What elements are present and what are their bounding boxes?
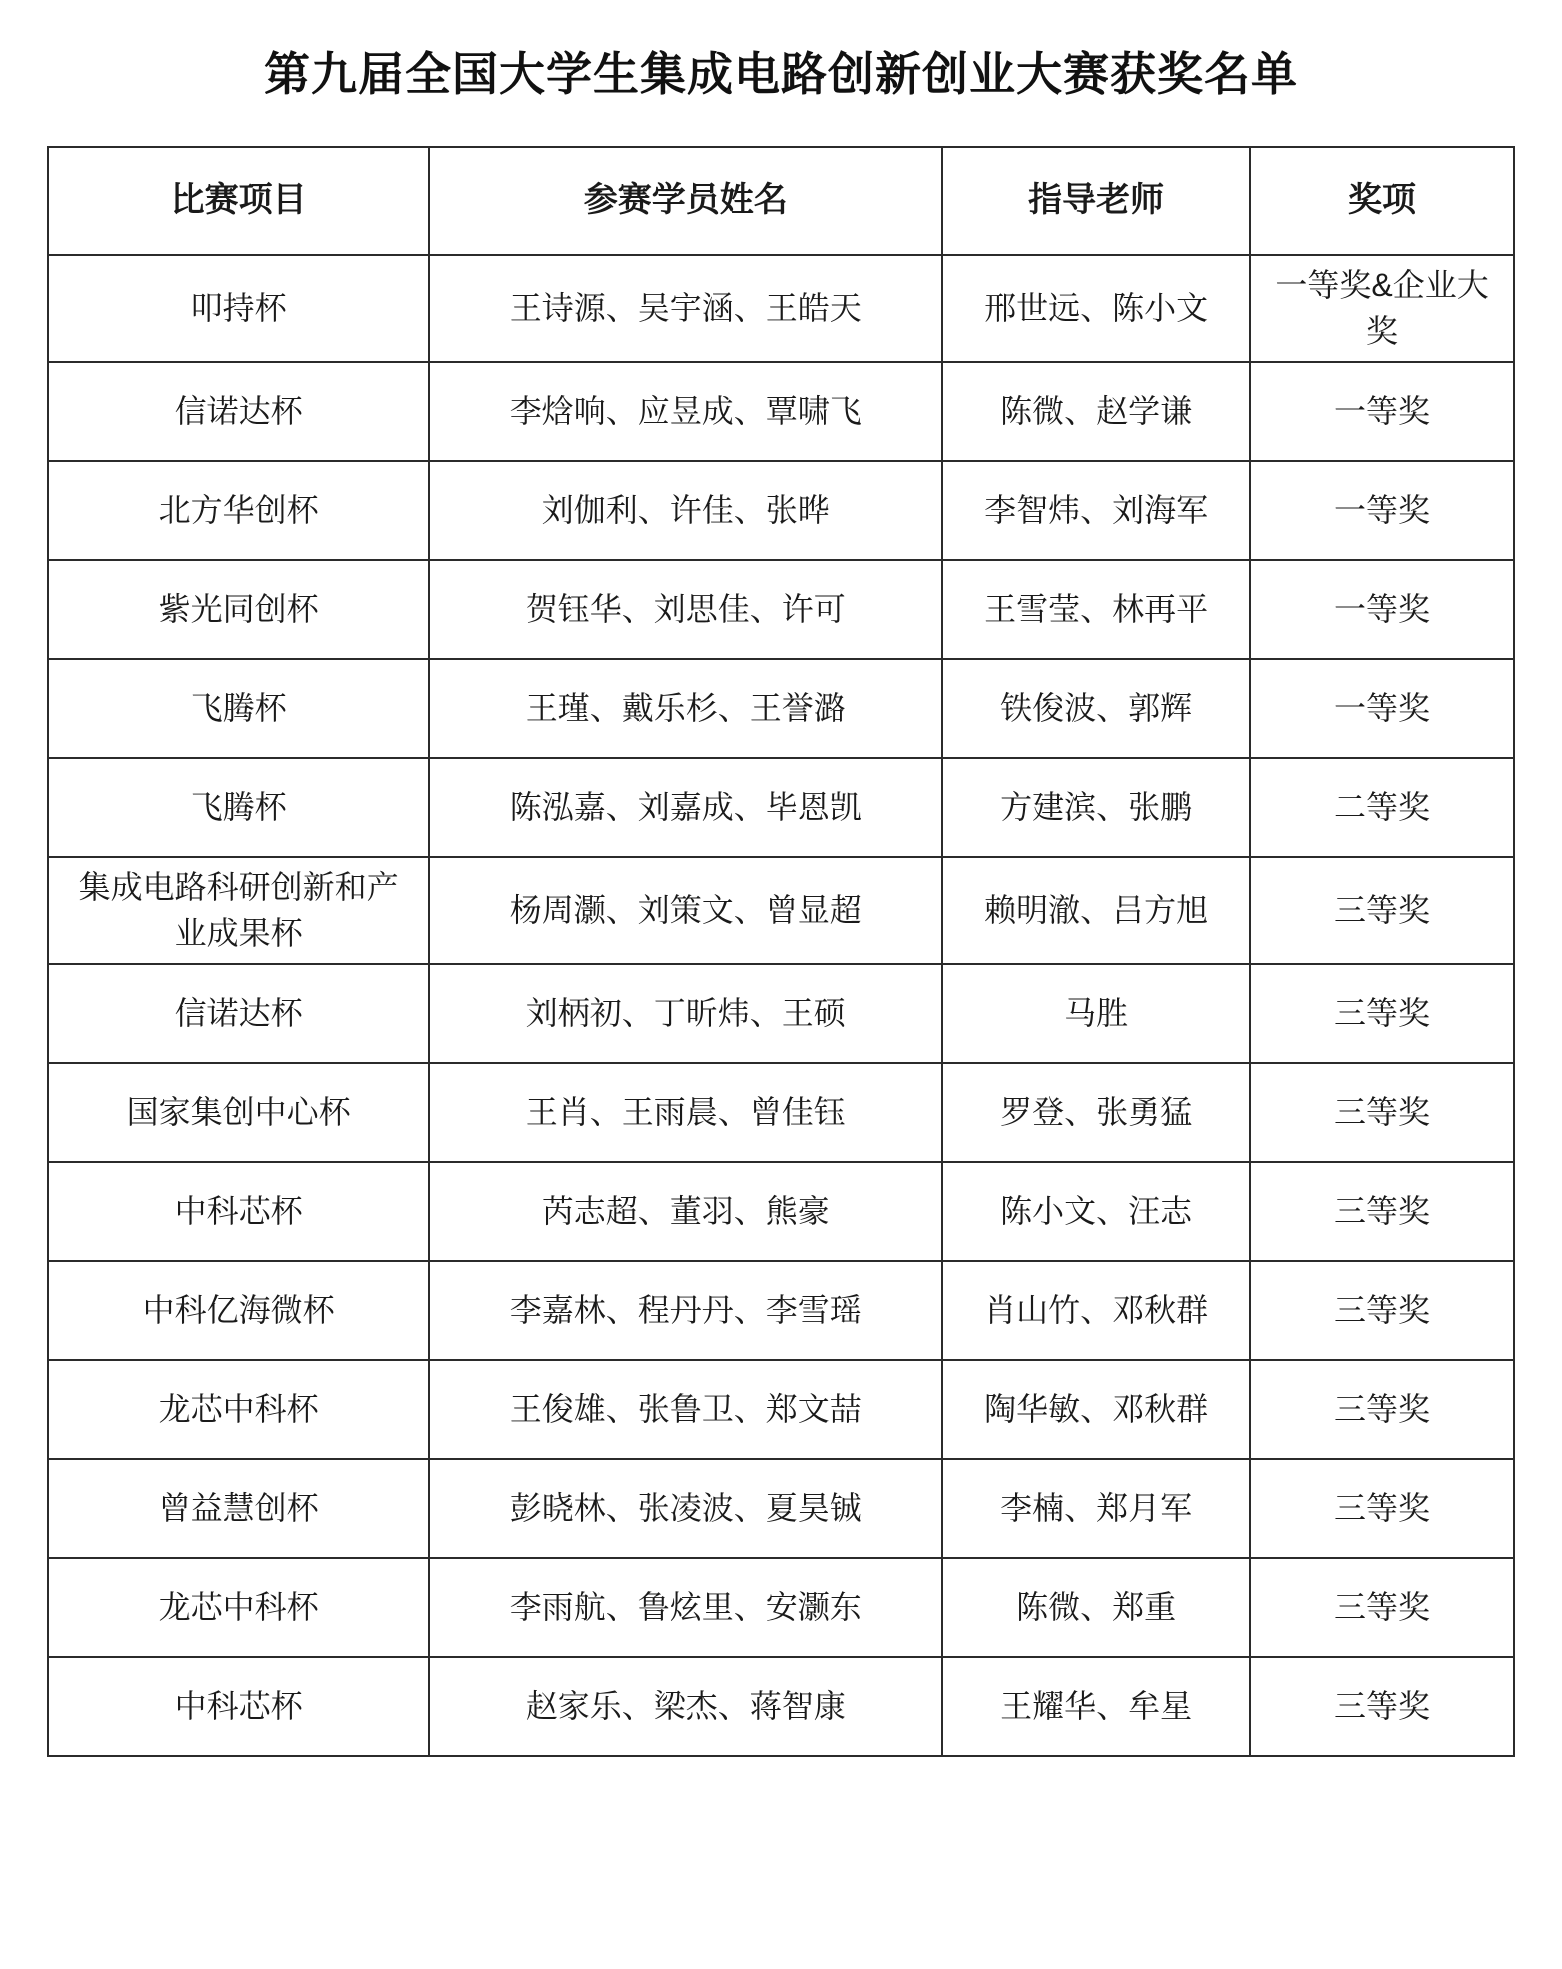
cell-students: 李焓响、应昱成、覃啸飞	[429, 362, 942, 461]
cell-teachers: 李楠、郑月军	[942, 1459, 1250, 1558]
table-row	[48, 1459, 1514, 1558]
cell-students: 李嘉林、程丹丹、李雪瑶	[429, 1261, 942, 1360]
cell-project: 中科亿海微杯	[48, 1261, 429, 1360]
table-row	[48, 1063, 1514, 1162]
cell-teachers: 赖明澈、吕方旭	[942, 857, 1250, 964]
table-row	[48, 1162, 1514, 1261]
cell-students: 王肖、王雨晨、曾佳钰	[429, 1063, 942, 1162]
cell-award: 三等奖	[1250, 1657, 1514, 1756]
column-header-students: 参赛学员姓名	[429, 147, 942, 255]
cell-students: 杨周灏、刘策文、曾显超	[429, 857, 942, 964]
cell-project: 集成电路科研创新和产业成果杯	[48, 857, 429, 964]
cell-project: 北方华创杯	[48, 461, 429, 560]
cell-teachers: 陶华敏、邓秋群	[942, 1360, 1250, 1459]
cell-award: 三等奖	[1250, 1459, 1514, 1558]
cell-students: 陈泓嘉、刘嘉成、毕恩凯	[429, 758, 942, 857]
table-row	[48, 362, 1514, 461]
cell-project: 中科芯杯	[48, 1162, 429, 1261]
cell-students: 刘伽利、许佳、张晔	[429, 461, 942, 560]
cell-award: 二等奖	[1250, 758, 1514, 857]
cell-teachers: 李智炜、刘海军	[942, 461, 1250, 560]
cell-award: 三等奖	[1250, 1261, 1514, 1360]
awards-table	[47, 146, 1515, 1757]
header-row	[48, 147, 1514, 255]
cell-teachers: 方建滨、张鹏	[942, 758, 1250, 857]
column-header-project: 比赛项目	[48, 147, 429, 255]
cell-teachers: 王耀华、牟星	[942, 1657, 1250, 1756]
cell-project: 紫光同创杯	[48, 560, 429, 659]
cell-award: 一等奖	[1250, 362, 1514, 461]
cell-award: 三等奖	[1250, 1360, 1514, 1459]
cell-students: 王俊雄、张鲁卫、郑文喆	[429, 1360, 942, 1459]
table-body	[48, 255, 1514, 1756]
cell-project: 飞腾杯	[48, 659, 429, 758]
cell-students: 刘柄初、丁昕炜、王硕	[429, 964, 942, 1063]
cell-teachers: 陈微、赵学谦	[942, 362, 1250, 461]
cell-teachers: 陈小文、汪志	[942, 1162, 1250, 1261]
cell-project: 龙芯中科杯	[48, 1360, 429, 1459]
cell-students: 王瑾、戴乐杉、王誉潞	[429, 659, 942, 758]
table-header	[48, 147, 1514, 255]
cell-teachers: 肖山竹、邓秋群	[942, 1261, 1250, 1360]
cell-students: 王诗源、吴宇涵、王皓天	[429, 255, 942, 362]
cell-project: 飞腾杯	[48, 758, 429, 857]
cell-students: 赵家乐、梁杰、蒋智康	[429, 1657, 942, 1756]
table-row	[48, 758, 1514, 857]
cell-project: 中科芯杯	[48, 1657, 429, 1756]
cell-award: 三等奖	[1250, 964, 1514, 1063]
cell-students: 彭晓林、张凌波、夏昊铖	[429, 1459, 942, 1558]
table-row	[48, 560, 1514, 659]
table-row	[48, 1657, 1514, 1756]
table-row	[48, 659, 1514, 758]
column-header-award: 奖项	[1250, 147, 1514, 255]
table-row	[48, 1360, 1514, 1459]
cell-award: 三等奖	[1250, 1063, 1514, 1162]
cell-teachers: 邢世远、陈小文	[942, 255, 1250, 362]
cell-project: 信诺达杯	[48, 362, 429, 461]
cell-teachers: 王雪莹、林再平	[942, 560, 1250, 659]
cell-project: 曾益慧创杯	[48, 1459, 429, 1558]
cell-project: 信诺达杯	[48, 964, 429, 1063]
cell-project: 叩持杯	[48, 255, 429, 362]
cell-award: 三等奖	[1250, 1558, 1514, 1657]
cell-award: 一等奖	[1250, 659, 1514, 758]
table-row	[48, 1558, 1514, 1657]
table-row	[48, 255, 1514, 362]
cell-teachers: 罗登、张勇猛	[942, 1063, 1250, 1162]
cell-students: 芮志超、董羽、熊豪	[429, 1162, 942, 1261]
cell-award: 三等奖	[1250, 857, 1514, 964]
cell-teachers: 陈微、郑重	[942, 1558, 1250, 1657]
cell-award: 一等奖	[1250, 560, 1514, 659]
table-row	[48, 461, 1514, 560]
table-row	[48, 1261, 1514, 1360]
cell-project: 龙芯中科杯	[48, 1558, 429, 1657]
page-title: 第九届全国大学生集成电路创新创业大赛获奖名单	[264, 48, 1298, 100]
cell-students: 贺钰华、刘思佳、许可	[429, 560, 942, 659]
cell-students: 李雨航、鲁炫里、安灏东	[429, 1558, 942, 1657]
cell-teachers: 马胜	[942, 964, 1250, 1063]
cell-project: 国家集创中心杯	[48, 1063, 429, 1162]
table-row	[48, 964, 1514, 1063]
table-row	[48, 857, 1514, 964]
cell-teachers: 铁俊波、郭辉	[942, 659, 1250, 758]
column-header-teachers: 指导老师	[942, 147, 1250, 255]
cell-award: 一等奖	[1250, 461, 1514, 560]
cell-award: 三等奖	[1250, 1162, 1514, 1261]
cell-award: 一等奖&企业大奖	[1250, 255, 1514, 362]
